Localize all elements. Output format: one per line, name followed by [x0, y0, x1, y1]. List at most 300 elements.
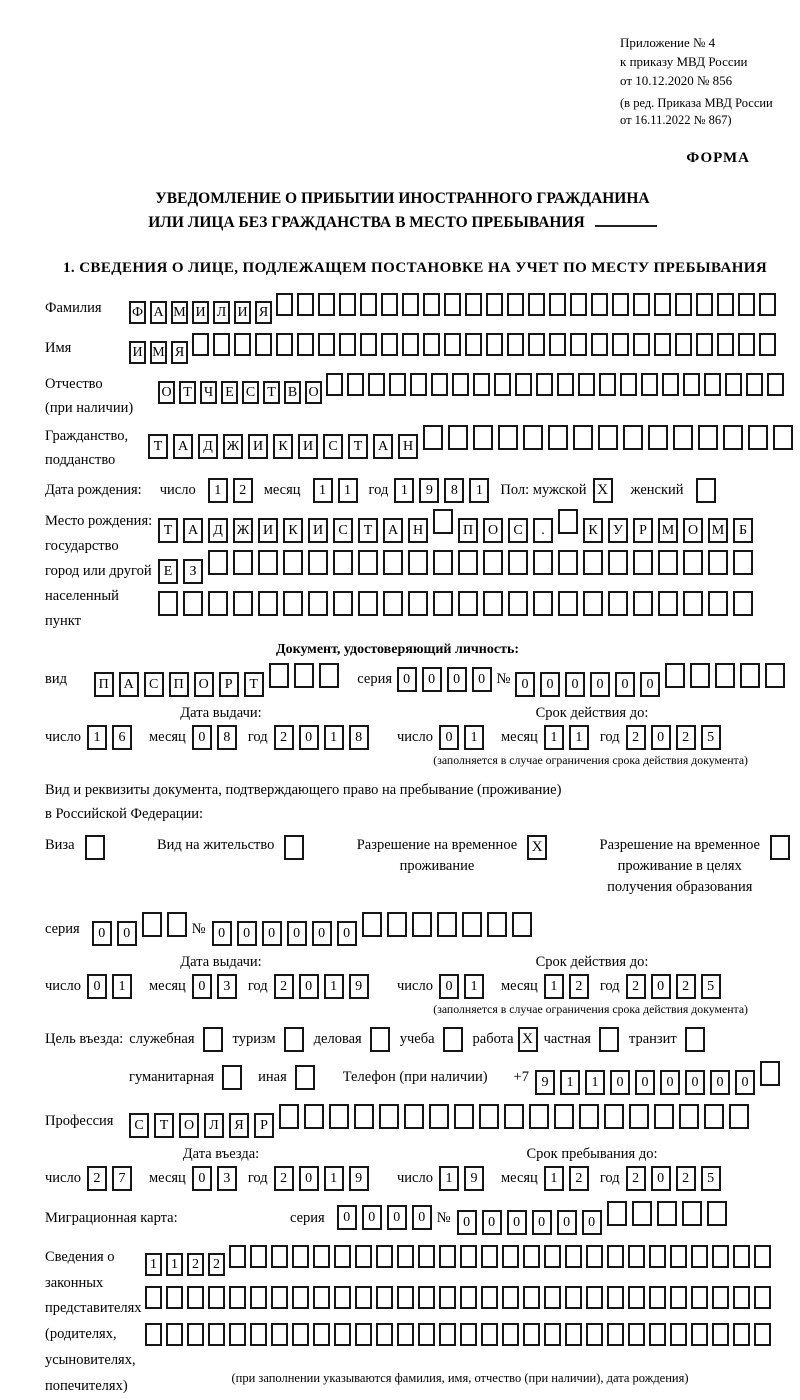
- form-cell[interactable]: [683, 550, 703, 575]
- form-cell[interactable]: 1: [585, 1070, 605, 1095]
- form-cell[interactable]: [334, 1286, 351, 1309]
- form-cell[interactable]: [717, 333, 734, 356]
- form-cell[interactable]: [570, 293, 587, 316]
- form-cell[interactable]: [145, 1286, 162, 1309]
- form-cell[interactable]: [483, 591, 503, 616]
- form-cell[interactable]: [570, 333, 587, 356]
- form-cell[interactable]: С: [508, 518, 528, 543]
- form-cell[interactable]: 0: [472, 667, 492, 692]
- form-cell[interactable]: Н: [398, 434, 418, 459]
- form-cell[interactable]: [437, 912, 457, 937]
- form-cell[interactable]: [523, 1286, 540, 1309]
- form-cell[interactable]: [429, 1104, 449, 1129]
- form-cell[interactable]: [258, 591, 278, 616]
- form-cell[interactable]: 2: [676, 725, 696, 750]
- form-cell[interactable]: [759, 333, 776, 356]
- form-cell[interactable]: [362, 912, 382, 937]
- form-cell[interactable]: [673, 425, 693, 450]
- checkbox-male[interactable]: X: [593, 478, 613, 503]
- form-cell[interactable]: Р: [219, 672, 239, 697]
- form-cell[interactable]: 0: [532, 1210, 552, 1235]
- form-cell[interactable]: [691, 1286, 708, 1309]
- form-cell[interactable]: [760, 1061, 780, 1086]
- form-cell[interactable]: [607, 1286, 624, 1309]
- form-cell[interactable]: Т: [348, 434, 368, 459]
- form-cell[interactable]: [271, 1245, 288, 1268]
- checkbox-temp-residence-edu[interactable]: [770, 835, 790, 860]
- form-cell[interactable]: 1: [439, 1166, 459, 1191]
- form-cell[interactable]: Д: [208, 518, 228, 543]
- form-cell[interactable]: Е: [158, 559, 178, 584]
- form-cell[interactable]: [502, 1245, 519, 1268]
- form-cell[interactable]: [759, 293, 776, 316]
- form-cell[interactable]: [292, 1323, 309, 1346]
- form-cell[interactable]: [368, 373, 385, 396]
- form-cell[interactable]: 9: [349, 1166, 369, 1191]
- form-cell[interactable]: [723, 425, 743, 450]
- form-cell[interactable]: [229, 1245, 246, 1268]
- form-cell[interactable]: [641, 373, 658, 396]
- form-cell[interactable]: [339, 333, 356, 356]
- form-cell[interactable]: 3: [217, 974, 237, 999]
- form-cell[interactable]: [454, 1104, 474, 1129]
- form-cell[interactable]: [558, 550, 578, 575]
- form-cell[interactable]: [765, 663, 785, 688]
- form-cell[interactable]: 6: [112, 725, 132, 750]
- form-cell[interactable]: [487, 912, 507, 937]
- form-cell[interactable]: [376, 1286, 393, 1309]
- form-cell[interactable]: [460, 1286, 477, 1309]
- form-cell[interactable]: Я: [171, 341, 188, 364]
- form-cell[interactable]: [329, 1104, 349, 1129]
- form-cell[interactable]: [502, 1286, 519, 1309]
- checkbox-purpose-work[interactable]: X: [518, 1027, 538, 1052]
- form-cell[interactable]: 0: [640, 672, 660, 697]
- form-cell[interactable]: 0: [117, 921, 137, 946]
- form-cell[interactable]: [633, 293, 650, 316]
- form-cell[interactable]: [292, 1286, 309, 1309]
- form-cell[interactable]: С: [242, 381, 259, 404]
- form-cell[interactable]: [512, 912, 532, 937]
- form-cell[interactable]: [410, 373, 427, 396]
- form-cell[interactable]: 0: [337, 921, 357, 946]
- form-cell[interactable]: 1: [145, 1253, 162, 1276]
- form-cell[interactable]: 0: [362, 1205, 382, 1230]
- form-cell[interactable]: [333, 550, 353, 575]
- form-cell[interactable]: 0: [615, 672, 635, 697]
- form-cell[interactable]: 2: [676, 1166, 696, 1191]
- form-cell[interactable]: [708, 591, 728, 616]
- form-cell[interactable]: [460, 1245, 477, 1268]
- form-cell[interactable]: 2: [208, 1253, 225, 1276]
- form-cell[interactable]: [318, 333, 335, 356]
- form-cell[interactable]: 0: [192, 725, 212, 750]
- form-cell[interactable]: [515, 373, 532, 396]
- form-cell[interactable]: [444, 333, 461, 356]
- form-cell[interactable]: 0: [507, 1210, 527, 1235]
- form-cell[interactable]: [192, 333, 209, 356]
- form-cell[interactable]: [682, 1201, 702, 1226]
- form-cell[interactable]: 2: [626, 1166, 646, 1191]
- form-cell[interactable]: [389, 373, 406, 396]
- form-cell[interactable]: 9: [419, 478, 439, 503]
- form-cell[interactable]: [339, 293, 356, 316]
- form-cell[interactable]: [740, 663, 760, 688]
- form-cell[interactable]: [696, 333, 713, 356]
- form-cell[interactable]: 0: [299, 974, 319, 999]
- form-cell[interactable]: 0: [635, 1070, 655, 1095]
- form-cell[interactable]: [473, 425, 493, 450]
- form-cell[interactable]: 0: [439, 974, 459, 999]
- form-cell[interactable]: [623, 425, 643, 450]
- form-cell[interactable]: .: [533, 518, 553, 543]
- form-cell[interactable]: 5: [701, 725, 721, 750]
- form-cell[interactable]: [334, 1245, 351, 1268]
- form-cell[interactable]: 1: [112, 974, 132, 999]
- form-cell[interactable]: 0: [337, 1205, 357, 1230]
- form-cell[interactable]: И: [308, 518, 328, 543]
- form-cell[interactable]: И: [248, 434, 268, 459]
- form-cell[interactable]: [715, 663, 735, 688]
- form-cell[interactable]: [698, 425, 718, 450]
- form-cell[interactable]: [528, 333, 545, 356]
- form-cell[interactable]: [707, 1201, 727, 1226]
- form-cell[interactable]: 1: [166, 1253, 183, 1276]
- form-cell[interactable]: [229, 1286, 246, 1309]
- form-cell[interactable]: 1: [324, 974, 344, 999]
- form-cell[interactable]: [544, 1323, 561, 1346]
- form-cell[interactable]: 8: [444, 478, 464, 503]
- form-cell[interactable]: [402, 293, 419, 316]
- form-cell[interactable]: [233, 591, 253, 616]
- form-cell[interactable]: [738, 333, 755, 356]
- form-cell[interactable]: [586, 1323, 603, 1346]
- form-cell[interactable]: И: [298, 434, 318, 459]
- form-cell[interactable]: 0: [397, 667, 417, 692]
- form-cell[interactable]: [166, 1323, 183, 1346]
- form-cell[interactable]: [294, 663, 314, 688]
- form-cell[interactable]: 0: [237, 921, 257, 946]
- form-cell[interactable]: 0: [651, 974, 671, 999]
- form-cell[interactable]: 0: [422, 667, 442, 692]
- form-cell[interactable]: А: [383, 518, 403, 543]
- form-cell[interactable]: [486, 333, 503, 356]
- form-cell[interactable]: [433, 550, 453, 575]
- form-cell[interactable]: 2: [274, 974, 294, 999]
- form-cell[interactable]: [255, 333, 272, 356]
- form-cell[interactable]: С: [333, 518, 353, 543]
- form-cell[interactable]: И: [192, 301, 209, 324]
- checkbox-female[interactable]: [696, 478, 716, 503]
- checkbox-purpose-study[interactable]: [443, 1027, 463, 1052]
- form-cell[interactable]: [250, 1245, 267, 1268]
- form-cell[interactable]: [167, 912, 187, 937]
- form-cell[interactable]: И: [129, 341, 146, 364]
- form-cell[interactable]: А: [183, 518, 203, 543]
- form-cell[interactable]: [536, 373, 553, 396]
- form-cell[interactable]: 1: [338, 478, 358, 503]
- checkbox-purpose-official[interactable]: [203, 1027, 223, 1052]
- form-cell[interactable]: Т: [263, 381, 280, 404]
- form-cell[interactable]: Л: [213, 301, 230, 324]
- form-cell[interactable]: О: [483, 518, 503, 543]
- form-cell[interactable]: И: [258, 518, 278, 543]
- form-cell[interactable]: [529, 1104, 549, 1129]
- form-cell[interactable]: [658, 550, 678, 575]
- form-cell[interactable]: [276, 293, 293, 316]
- form-cell[interactable]: [376, 1245, 393, 1268]
- form-cell[interactable]: [486, 293, 503, 316]
- form-cell[interactable]: [533, 550, 553, 575]
- form-cell[interactable]: [717, 293, 734, 316]
- form-cell[interactable]: [658, 591, 678, 616]
- form-cell[interactable]: [657, 1201, 677, 1226]
- form-cell[interactable]: [612, 293, 629, 316]
- form-cell[interactable]: А: [373, 434, 393, 459]
- form-cell[interactable]: 1: [544, 974, 564, 999]
- form-cell[interactable]: [313, 1286, 330, 1309]
- form-cell[interactable]: [633, 550, 653, 575]
- form-cell[interactable]: [283, 550, 303, 575]
- form-cell[interactable]: Т: [358, 518, 378, 543]
- form-cell[interactable]: [208, 591, 228, 616]
- form-cell[interactable]: [612, 333, 629, 356]
- form-cell[interactable]: [376, 1323, 393, 1346]
- form-cell[interactable]: [383, 550, 403, 575]
- form-cell[interactable]: 2: [87, 1166, 107, 1191]
- form-cell[interactable]: 2: [569, 1166, 589, 1191]
- form-cell[interactable]: [448, 425, 468, 450]
- form-cell[interactable]: 0: [565, 672, 585, 697]
- form-cell[interactable]: [433, 591, 453, 616]
- form-cell[interactable]: [308, 591, 328, 616]
- form-cell[interactable]: [683, 373, 700, 396]
- form-cell[interactable]: 0: [87, 974, 107, 999]
- form-cell[interactable]: 1: [464, 725, 484, 750]
- form-cell[interactable]: [308, 550, 328, 575]
- form-cell[interactable]: 0: [710, 1070, 730, 1095]
- form-cell[interactable]: [683, 591, 703, 616]
- form-cell[interactable]: П: [169, 672, 189, 697]
- form-cell[interactable]: 0: [540, 672, 560, 697]
- form-cell[interactable]: [423, 333, 440, 356]
- form-cell[interactable]: [183, 591, 203, 616]
- form-cell[interactable]: [387, 912, 407, 937]
- form-cell[interactable]: [381, 293, 398, 316]
- form-cell[interactable]: [565, 1286, 582, 1309]
- checkbox-purpose-tourism[interactable]: [284, 1027, 304, 1052]
- form-cell[interactable]: У: [608, 518, 628, 543]
- form-cell[interactable]: [586, 1286, 603, 1309]
- form-cell[interactable]: [297, 293, 314, 316]
- form-cell[interactable]: [583, 550, 603, 575]
- form-cell[interactable]: 0: [412, 1205, 432, 1230]
- form-cell[interactable]: М: [150, 341, 167, 364]
- form-cell[interactable]: [662, 373, 679, 396]
- form-cell[interactable]: [423, 293, 440, 316]
- form-cell[interactable]: [498, 425, 518, 450]
- form-cell[interactable]: К: [283, 518, 303, 543]
- form-cell[interactable]: Ч: [200, 381, 217, 404]
- form-cell[interactable]: [670, 1323, 687, 1346]
- form-cell[interactable]: [452, 373, 469, 396]
- form-cell[interactable]: [712, 1286, 729, 1309]
- form-cell[interactable]: О: [305, 381, 322, 404]
- form-cell[interactable]: [733, 1286, 750, 1309]
- form-cell[interactable]: [408, 550, 428, 575]
- form-cell[interactable]: Е: [221, 381, 238, 404]
- form-cell[interactable]: [725, 373, 742, 396]
- form-cell[interactable]: [142, 912, 162, 937]
- form-cell[interactable]: [549, 293, 566, 316]
- form-cell[interactable]: [334, 1323, 351, 1346]
- form-cell[interactable]: 5: [701, 974, 721, 999]
- form-cell[interactable]: [712, 1245, 729, 1268]
- form-cell[interactable]: [187, 1286, 204, 1309]
- form-cell[interactable]: О: [194, 672, 214, 697]
- form-cell[interactable]: [418, 1245, 435, 1268]
- form-cell[interactable]: [381, 333, 398, 356]
- form-cell[interactable]: 8: [349, 725, 369, 750]
- form-cell[interactable]: [748, 425, 768, 450]
- form-cell[interactable]: [649, 1286, 666, 1309]
- form-cell[interactable]: 1: [560, 1070, 580, 1095]
- form-cell[interactable]: 0: [447, 667, 467, 692]
- form-cell[interactable]: Ф: [129, 301, 146, 324]
- form-cell[interactable]: [629, 1104, 649, 1129]
- form-cell[interactable]: [654, 333, 671, 356]
- form-cell[interactable]: [733, 550, 753, 575]
- form-cell[interactable]: [481, 1245, 498, 1268]
- form-cell[interactable]: [729, 1104, 749, 1129]
- form-cell[interactable]: [269, 663, 289, 688]
- form-cell[interactable]: [620, 373, 637, 396]
- form-cell[interactable]: [604, 1104, 624, 1129]
- form-cell[interactable]: Ж: [223, 434, 243, 459]
- form-cell[interactable]: [187, 1323, 204, 1346]
- form-cell[interactable]: [479, 1104, 499, 1129]
- form-cell[interactable]: [439, 1286, 456, 1309]
- form-cell[interactable]: [439, 1245, 456, 1268]
- form-cell[interactable]: [502, 1323, 519, 1346]
- form-cell[interactable]: Р: [633, 518, 653, 543]
- form-cell[interactable]: [423, 425, 443, 450]
- form-cell[interactable]: 2: [626, 725, 646, 750]
- form-cell[interactable]: [549, 333, 566, 356]
- form-cell[interactable]: 8: [217, 725, 237, 750]
- form-cell[interactable]: [633, 333, 650, 356]
- form-cell[interactable]: [591, 333, 608, 356]
- form-cell[interactable]: [313, 1323, 330, 1346]
- form-cell[interactable]: [754, 1323, 771, 1346]
- form-cell[interactable]: 2: [187, 1253, 204, 1276]
- checkbox-purpose-other[interactable]: [295, 1065, 315, 1090]
- form-cell[interactable]: [213, 333, 230, 356]
- form-cell[interactable]: [554, 1104, 574, 1129]
- form-cell[interactable]: [458, 591, 478, 616]
- form-cell[interactable]: 0: [387, 1205, 407, 1230]
- form-cell[interactable]: [733, 1245, 750, 1268]
- form-cell[interactable]: [397, 1286, 414, 1309]
- form-cell[interactable]: [586, 1245, 603, 1268]
- form-cell[interactable]: [670, 1286, 687, 1309]
- form-cell[interactable]: [208, 550, 228, 575]
- form-cell[interactable]: [433, 509, 453, 534]
- form-cell[interactable]: [404, 1104, 424, 1129]
- form-cell[interactable]: [508, 591, 528, 616]
- form-cell[interactable]: [360, 333, 377, 356]
- form-cell[interactable]: Л: [204, 1113, 224, 1138]
- form-cell[interactable]: Т: [244, 672, 264, 697]
- form-cell[interactable]: 0: [610, 1070, 630, 1095]
- form-cell[interactable]: К: [583, 518, 603, 543]
- form-cell[interactable]: 0: [557, 1210, 577, 1235]
- form-cell[interactable]: [507, 333, 524, 356]
- checkbox-temp-residence[interactable]: X: [527, 835, 547, 860]
- form-cell[interactable]: [557, 373, 574, 396]
- form-cell[interactable]: [355, 1286, 372, 1309]
- form-cell[interactable]: М: [171, 301, 188, 324]
- form-cell[interactable]: А: [150, 301, 167, 324]
- form-cell[interactable]: 0: [262, 921, 282, 946]
- form-cell[interactable]: 5: [701, 1166, 721, 1191]
- form-cell[interactable]: А: [119, 672, 139, 697]
- form-cell[interactable]: 0: [192, 1166, 212, 1191]
- form-cell[interactable]: [690, 663, 710, 688]
- form-cell[interactable]: 0: [651, 1166, 671, 1191]
- form-cell[interactable]: [712, 1323, 729, 1346]
- form-cell[interactable]: 0: [92, 921, 112, 946]
- form-cell[interactable]: [508, 550, 528, 575]
- form-cell[interactable]: [166, 1286, 183, 1309]
- form-cell[interactable]: 2: [569, 974, 589, 999]
- form-cell[interactable]: [397, 1245, 414, 1268]
- form-cell[interactable]: С: [144, 672, 164, 697]
- form-cell[interactable]: 9: [535, 1070, 555, 1095]
- form-cell[interactable]: [494, 373, 511, 396]
- form-cell[interactable]: [544, 1245, 561, 1268]
- form-cell[interactable]: [234, 333, 251, 356]
- form-cell[interactable]: А: [173, 434, 193, 459]
- form-cell[interactable]: [258, 550, 278, 575]
- form-cell[interactable]: 2: [274, 1166, 294, 1191]
- form-cell[interactable]: [397, 1323, 414, 1346]
- form-cell[interactable]: [679, 1104, 699, 1129]
- form-cell[interactable]: [523, 425, 543, 450]
- form-cell[interactable]: [208, 1286, 225, 1309]
- form-cell[interactable]: 2: [626, 974, 646, 999]
- form-cell[interactable]: [628, 1286, 645, 1309]
- form-cell[interactable]: [632, 1201, 652, 1226]
- form-cell[interactable]: [579, 1104, 599, 1129]
- form-cell[interactable]: [418, 1323, 435, 1346]
- form-cell[interactable]: [507, 293, 524, 316]
- form-cell[interactable]: Т: [154, 1113, 174, 1138]
- form-cell[interactable]: [271, 1286, 288, 1309]
- form-cell[interactable]: [313, 1245, 330, 1268]
- form-cell[interactable]: П: [458, 518, 478, 543]
- form-cell[interactable]: О: [158, 381, 175, 404]
- form-cell[interactable]: [607, 1323, 624, 1346]
- form-cell[interactable]: [598, 425, 618, 450]
- form-cell[interactable]: [431, 373, 448, 396]
- form-cell[interactable]: Т: [148, 434, 168, 459]
- form-cell[interactable]: [412, 912, 432, 937]
- form-cell[interactable]: [533, 591, 553, 616]
- form-cell[interactable]: 1: [544, 725, 564, 750]
- form-cell[interactable]: 0: [192, 974, 212, 999]
- form-cell[interactable]: О: [683, 518, 703, 543]
